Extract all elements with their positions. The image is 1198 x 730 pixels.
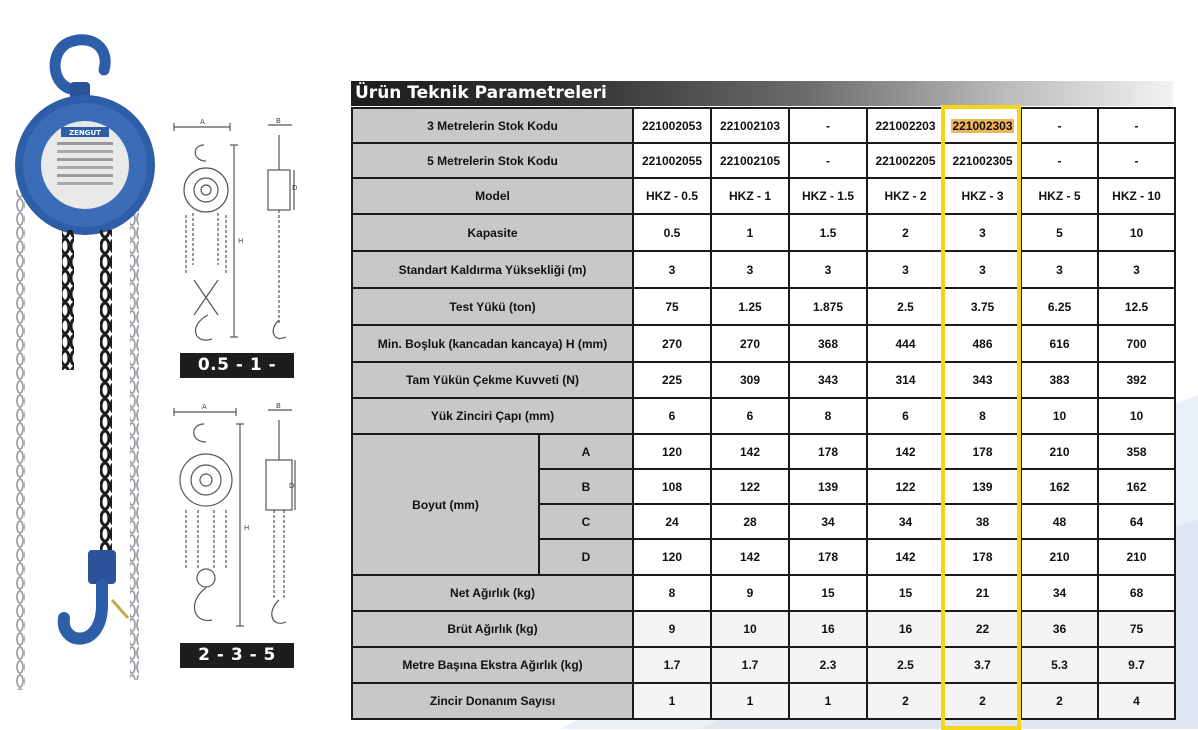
row-label: Standart Kaldırma Yüksekliği (m) (352, 251, 633, 288)
table-row (352, 178, 1175, 214)
table-cell: 142 (711, 539, 789, 575)
table-cell: HKZ - 5 (1021, 178, 1098, 214)
table-cell: 10 (1021, 398, 1098, 434)
table-cell: 444 (867, 325, 944, 362)
table-row (352, 108, 1175, 143)
row-label: Model (352, 178, 633, 214)
table-cell: 343 (789, 362, 867, 398)
table-cell: 486 (944, 325, 1021, 362)
table-cell: 6.25 (1021, 288, 1098, 325)
table-cell: 358 (1098, 434, 1175, 469)
table-cell: 383 (1021, 362, 1098, 398)
table-cell: 2 (944, 683, 1021, 719)
table-cell: 38 (944, 504, 1021, 539)
capacity-caption-small: 0.5 - 1 - 1.5 (180, 353, 294, 378)
section-title-bar (351, 81, 1173, 106)
table-cell: 12.5 (1098, 288, 1175, 325)
table-cell: 178 (789, 539, 867, 575)
table-cell: 2.3 (789, 647, 867, 683)
table-cell: 5 (1021, 214, 1098, 251)
table-cell: 0.5 (633, 214, 711, 251)
table-row (352, 647, 1175, 683)
table-cell: 309 (711, 362, 789, 398)
table-cell: 122 (867, 469, 944, 504)
table-row (352, 143, 1175, 178)
table-cell: 1 (711, 214, 789, 251)
table-cell: 108 (633, 469, 711, 504)
table-cell: HKZ - 10 (1098, 178, 1175, 214)
table-cell: 139 (789, 469, 867, 504)
table-cell: 221002053 (633, 108, 711, 143)
table-cell: 221002103 (711, 108, 789, 143)
table-cell: 120 (633, 434, 711, 469)
svg-text:B: B (276, 117, 281, 125)
table-cell: 225 (633, 362, 711, 398)
table-cell: 9 (711, 575, 789, 611)
table-cell: 221002305 (944, 143, 1021, 178)
table-cell: 28 (711, 504, 789, 539)
table-cell: 122 (711, 469, 789, 504)
row-label: Tam Yükün Çekme Kuvveti (N) (352, 362, 633, 398)
table-row (352, 434, 1175, 469)
capacity-caption-large: 2 - 3 - 5 ton (180, 643, 294, 668)
table-cell: 10 (711, 611, 789, 647)
table-cell: 64 (1098, 504, 1175, 539)
table-cell: HKZ - 0.5 (633, 178, 711, 214)
table-cell: 36 (1021, 611, 1098, 647)
table-cell: 1 (789, 683, 867, 719)
row-sublabel: D (539, 539, 633, 575)
table-cell: 392 (1098, 362, 1175, 398)
chain-hoist-image (0, 30, 160, 690)
table-cell: 22 (944, 611, 1021, 647)
table-row (352, 362, 1175, 398)
svg-text:A: A (202, 403, 207, 411)
table-cell: 210 (1021, 539, 1098, 575)
table-cell: 24 (633, 504, 711, 539)
table-row (352, 325, 1175, 362)
table-cell: 221002205 (867, 143, 944, 178)
table-row (352, 611, 1175, 647)
section-title: Ürün Teknik Parametreleri (355, 83, 607, 103)
table-cell: 34 (1021, 575, 1098, 611)
table-cell: - (1021, 108, 1098, 143)
table-cell: 3 (944, 214, 1021, 251)
table-cell: 162 (1098, 469, 1175, 504)
table-cell: 1.25 (711, 288, 789, 325)
row-label: Test Yükü (ton) (352, 288, 633, 325)
table-cell: - (1098, 108, 1175, 143)
table-cell: 142 (867, 434, 944, 469)
table-cell: 21 (944, 575, 1021, 611)
table-cell: 2.5 (867, 647, 944, 683)
svg-text:D: D (289, 482, 295, 490)
table-cell: 8 (633, 575, 711, 611)
table-cell: 221002055 (633, 143, 711, 178)
table-cell: 270 (633, 325, 711, 362)
table-row (352, 683, 1175, 719)
table-cell: 221002105 (711, 143, 789, 178)
table-cell: 1.7 (633, 647, 711, 683)
table-cell: - (789, 143, 867, 178)
svg-text:A: A (200, 118, 205, 126)
svg-text:H: H (238, 237, 244, 245)
table-cell: 34 (789, 504, 867, 539)
row-label: Zincir Donanım Sayısı (352, 683, 633, 719)
row-label: 3 Metrelerin Stok Kodu (352, 108, 633, 143)
table-cell: 3 (944, 251, 1021, 288)
table-row (352, 251, 1175, 288)
row-label: Brüt Ağırlık (kg) (352, 611, 633, 647)
table-cell: 10 (1098, 398, 1175, 434)
table-cell: 162 (1021, 469, 1098, 504)
row-label: Net Ağırlık (kg) (352, 575, 633, 611)
table-cell: 1.7 (711, 647, 789, 683)
table-cell: 3.7 (944, 647, 1021, 683)
table-cell: 210 (1021, 434, 1098, 469)
row-label: Min. Boşluk (kancadan kancaya) H (mm) (352, 325, 633, 362)
table-cell: 2 (867, 683, 944, 719)
table-cell-highlighted (944, 108, 1021, 143)
table-cell: 142 (867, 539, 944, 575)
table-cell: HKZ - 1 (711, 178, 789, 214)
table-cell: 3 (867, 251, 944, 288)
row-sublabel: C (539, 504, 633, 539)
table-row (352, 288, 1175, 325)
svg-text:D: D (292, 184, 298, 192)
table-cell: 178 (944, 434, 1021, 469)
table-cell: 3 (633, 251, 711, 288)
table-cell: 3 (711, 251, 789, 288)
table-cell: 8 (944, 398, 1021, 434)
table-cell: 6 (633, 398, 711, 434)
table-cell: 75 (633, 288, 711, 325)
table-cell: 1 (711, 683, 789, 719)
table-cell: 270 (711, 325, 789, 362)
table-cell: 700 (1098, 325, 1175, 362)
hoist-dimension-diagram-small (168, 115, 296, 351)
row-label: Metre Başına Ekstra Ağırlık (kg) (352, 647, 633, 683)
table-cell: 48 (1021, 504, 1098, 539)
table-cell: 3 (1098, 251, 1175, 288)
table-cell: 9 (633, 611, 711, 647)
highlighted-stock-code: 221002303 (952, 118, 1013, 133)
table-cell: 616 (1021, 325, 1098, 362)
table-cell: 314 (867, 362, 944, 398)
table-cell: - (789, 108, 867, 143)
table-row (352, 575, 1175, 611)
table-cell: HKZ - 3 (944, 178, 1021, 214)
table-row (352, 398, 1175, 434)
row-sublabel: B (539, 469, 633, 504)
technical-parameters-table (351, 107, 1176, 720)
table-cell: 3.75 (944, 288, 1021, 325)
table-cell: 2 (867, 214, 944, 251)
row-label: Yük Zinciri Çapı (mm) (352, 398, 633, 434)
table-row (352, 214, 1175, 251)
table-cell: 221002203 (867, 108, 944, 143)
table-cell: 15 (789, 575, 867, 611)
row-label: 5 Metrelerin Stok Kodu (352, 143, 633, 178)
table-cell: 178 (944, 539, 1021, 575)
table-cell: 1.5 (789, 214, 867, 251)
table-cell: 4 (1098, 683, 1175, 719)
hoist-dimension-diagram-large (168, 400, 296, 638)
table-cell: 210 (1098, 539, 1175, 575)
table-cell: 1.875 (789, 288, 867, 325)
table-cell: 16 (789, 611, 867, 647)
table-cell: - (1021, 143, 1098, 178)
table-cell: HKZ - 2 (867, 178, 944, 214)
table-cell: 6 (711, 398, 789, 434)
row-label-size: Boyut (mm) (352, 434, 539, 575)
table-cell: 3 (789, 251, 867, 288)
table-cell: 3 (1021, 251, 1098, 288)
table-cell: 8 (789, 398, 867, 434)
table-cell: 343 (944, 362, 1021, 398)
table-cell: 142 (711, 434, 789, 469)
table-cell: 2 (1021, 683, 1098, 719)
table-cell: 139 (944, 469, 1021, 504)
table-cell: 6 (867, 398, 944, 434)
table-cell: 1 (633, 683, 711, 719)
row-label: Kapasite (352, 214, 633, 251)
table-cell: 16 (867, 611, 944, 647)
table-cell: 10 (1098, 214, 1175, 251)
table-cell: 5.3 (1021, 647, 1098, 683)
table-cell: 178 (789, 434, 867, 469)
table-cell: 68 (1098, 575, 1175, 611)
table-cell: HKZ - 1.5 (789, 178, 867, 214)
table-cell: 2.5 (867, 288, 944, 325)
table-cell: 15 (867, 575, 944, 611)
table-cell: - (1098, 143, 1175, 178)
table-cell: 9.7 (1098, 647, 1175, 683)
svg-text:H: H (244, 524, 250, 532)
table-cell: 34 (867, 504, 944, 539)
table-cell: 120 (633, 539, 711, 575)
svg-text:B: B (276, 402, 281, 410)
hoist-brand-text: ZENGUT (69, 129, 101, 137)
table-cell: 75 (1098, 611, 1175, 647)
row-sublabel: A (539, 434, 633, 469)
table-cell: 368 (789, 325, 867, 362)
